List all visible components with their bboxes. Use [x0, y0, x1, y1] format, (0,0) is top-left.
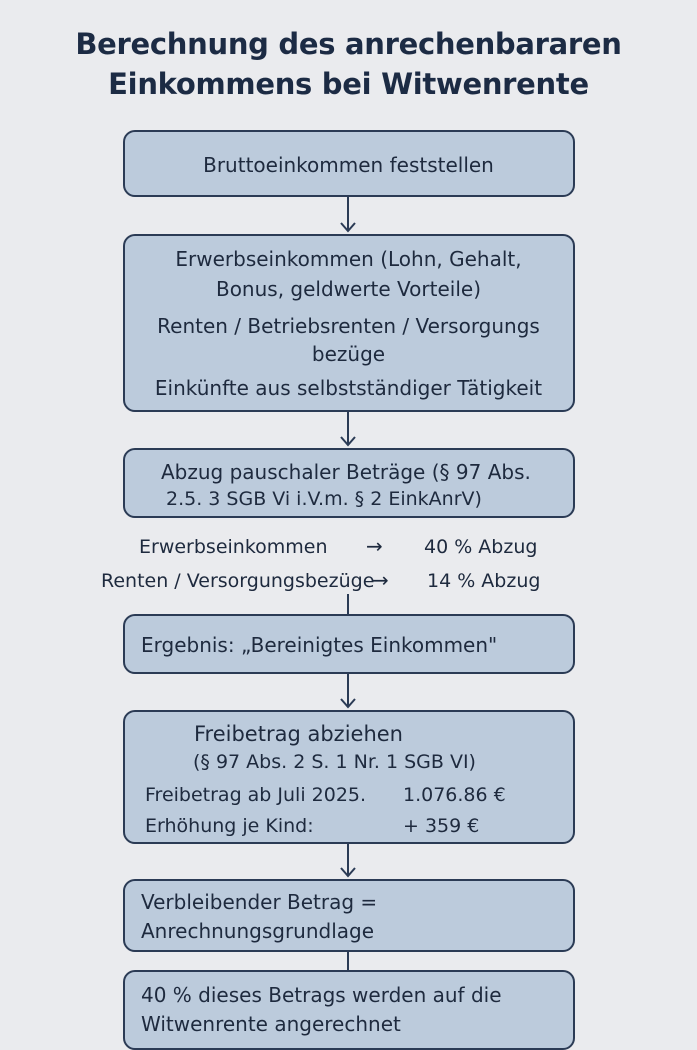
allowance-child-value: + 359 € [403, 815, 480, 837]
deduction-row-pensions-value: 14 % Abzug [427, 570, 541, 592]
title-line-1: Berechnung des anrechenbararen [75, 27, 622, 61]
step-box-adjusted-income [123, 614, 575, 674]
pension-offset-line-2: Witwenrente angerechnet [141, 1012, 401, 1036]
allowance-base-label: Freibetrag ab Juli 2025. [145, 784, 367, 806]
allowance-heading: Freibetrag abziehen [194, 722, 403, 746]
step-box-gross-income [123, 130, 575, 197]
deduction-row-employment-label: Erwerbseinkommen [139, 536, 328, 558]
deduction-heading: Abzug pauschaler Beträge (§ 97 Abs. [161, 460, 531, 484]
deduction-row-employment-value: 40 % Abzug [424, 536, 538, 558]
remaining-amount-line-2: Anrechnungsgrundlage [141, 919, 375, 943]
connector-line [347, 952, 349, 970]
step-box-pension-offset [123, 970, 575, 1050]
adjusted-income-text: Ergebnis: „Bereinigtes Einkommen" [141, 633, 498, 657]
allowance-child-label: Erhöhung je Kind: [145, 815, 314, 837]
connector-line [347, 594, 349, 614]
deduction-row-pensions-label: Renten / Versorgungsbezüge [101, 570, 375, 592]
deduction-row-employment-arrow: → [366, 534, 383, 558]
pension-offset-line-1: 40 % dieses Betrags werden auf die [141, 983, 502, 1007]
step-box-allowance [123, 710, 575, 844]
arrow-down-icon [338, 674, 358, 710]
step-box-flat-deduction [123, 448, 575, 518]
arrow-down-icon [338, 844, 358, 879]
allowance-base-value: 1.076.86 € [403, 784, 506, 806]
deduction-reference: 2.5. 3 SGB Vi i.V.m. § 2 EinkAnrV) [166, 488, 482, 510]
remaining-amount-line-1: Verbleibender Betrag = [141, 890, 378, 914]
arrow-down-icon [338, 412, 358, 448]
income-type-self-employed: Einkünfte aus selbstständiger Tätigkeit [154, 376, 543, 400]
arrow-down-icon [338, 197, 358, 234]
title-line-2: Einkommens bei Witwenrente [108, 67, 589, 101]
step-text: Bruttoeinkommen feststellen [203, 153, 494, 177]
income-type-employment-detail: Bonus, geldwerte Vorteile) [215, 277, 482, 301]
deduction-row-pensions-arrow: → [372, 568, 389, 592]
allowance-reference: (§ 97 Abs. 2 S. 1 Nr. 1 SGB VI) [193, 751, 476, 773]
income-type-pensions-cont: bezüge [311, 342, 386, 366]
step-box-income-types [123, 234, 575, 412]
step-box-remaining-amount [123, 879, 575, 952]
income-type-employment: Erwerbseinkommen (Lohn, Gehalt, [175, 247, 522, 271]
income-type-pensions: Renten / Betriebsrenten / Versorgungs [157, 314, 540, 338]
diagram-title [0, 24, 697, 104]
